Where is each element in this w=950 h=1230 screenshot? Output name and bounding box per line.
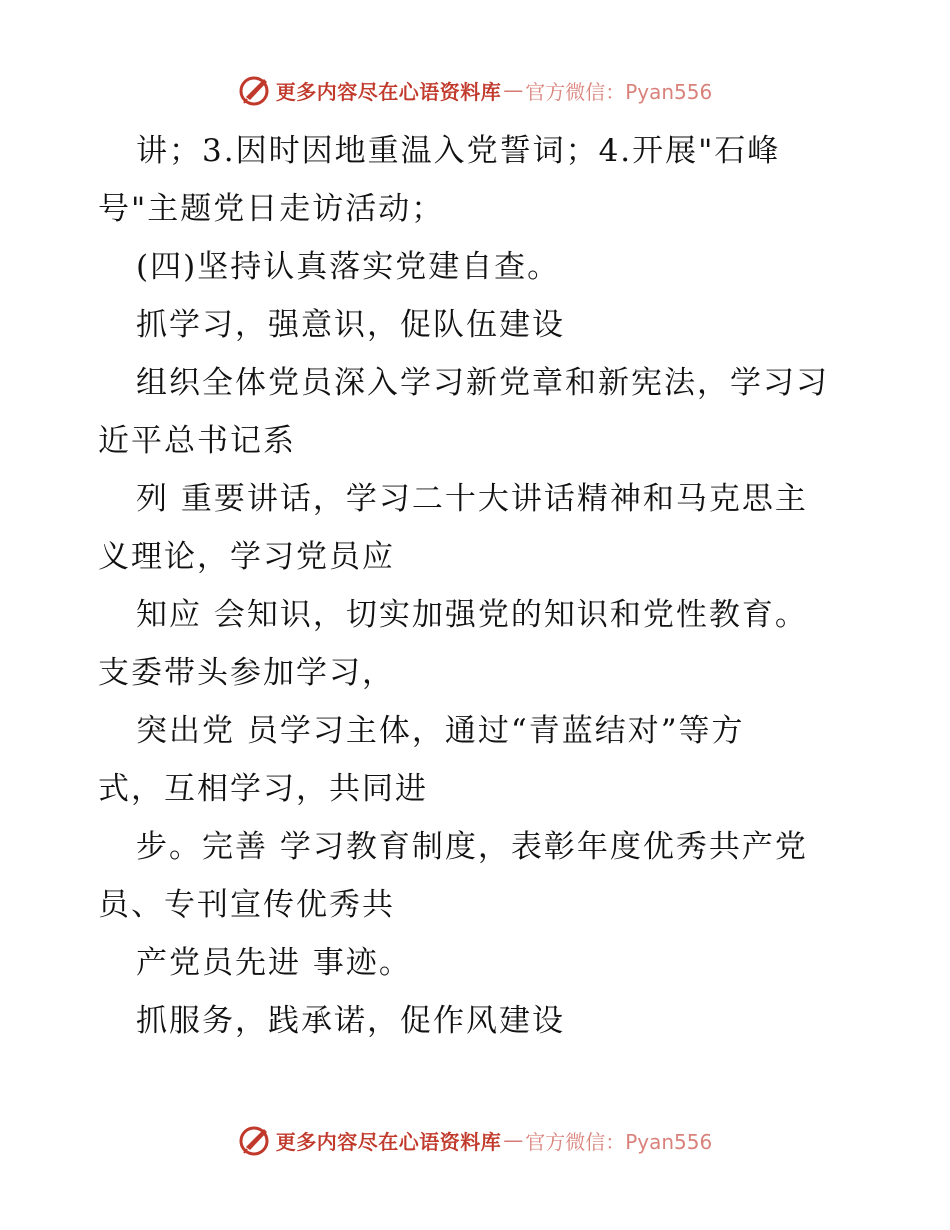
text-line: 义理论，学习党员应 [98, 539, 395, 575]
text-line: 号"主题党日走访活动； [98, 191, 445, 227]
watermark-brand: 更多内容尽在心语资料库 [275, 79, 502, 104]
text-line: 列 重要讲话，学习二十大讲话精神和马克思主 [136, 481, 808, 517]
quill-logo-icon [238, 73, 272, 107]
subsection-heading: 抓服务，践承诺，促作风建设 [136, 1003, 565, 1039]
text-line: 突出党 员学习主体，通过“青蓝结对”等方 [136, 713, 745, 749]
text-line: 步。完善 学习教育制度，表彰年度优秀共产党 [136, 829, 808, 865]
footer-watermark [0, 1120, 950, 1160]
text-line: 产党员先进 事迹。 [136, 945, 412, 981]
watermark-separator: — [503, 78, 524, 102]
watermark-wechat: 官方微信：Pyan556 [525, 79, 713, 104]
watermark-brand: 更多内容尽在心语资料库 [275, 1129, 502, 1154]
text-line: 知应 会知识，切实加强党的知识和党性教育。 [136, 597, 808, 633]
text-line: 组织全体党员深入学习新党章和新宪法，学习习 [136, 365, 829, 401]
text-line: 讲；3.因时因地重温入党誓词；4.开展"石峰 [136, 133, 781, 169]
text-line: 员、专刊宣传优秀共 [98, 887, 395, 923]
quill-logo-icon [238, 1123, 272, 1157]
section-heading: (四)坚持认真落实党建自查。 [136, 249, 561, 285]
text-line: 支委带头参加学习， [98, 655, 395, 691]
subsection-heading: 抓学习，强意识，促队伍建设 [136, 307, 565, 343]
document-body [98, 122, 858, 1050]
watermark-separator: — [503, 1128, 524, 1152]
text-line: 近平总书记系 [98, 423, 296, 459]
text-line: 式，互相学习，共同进 [98, 771, 428, 807]
header-watermark [0, 70, 950, 110]
watermark-wechat: 官方微信：Pyan556 [525, 1129, 713, 1154]
